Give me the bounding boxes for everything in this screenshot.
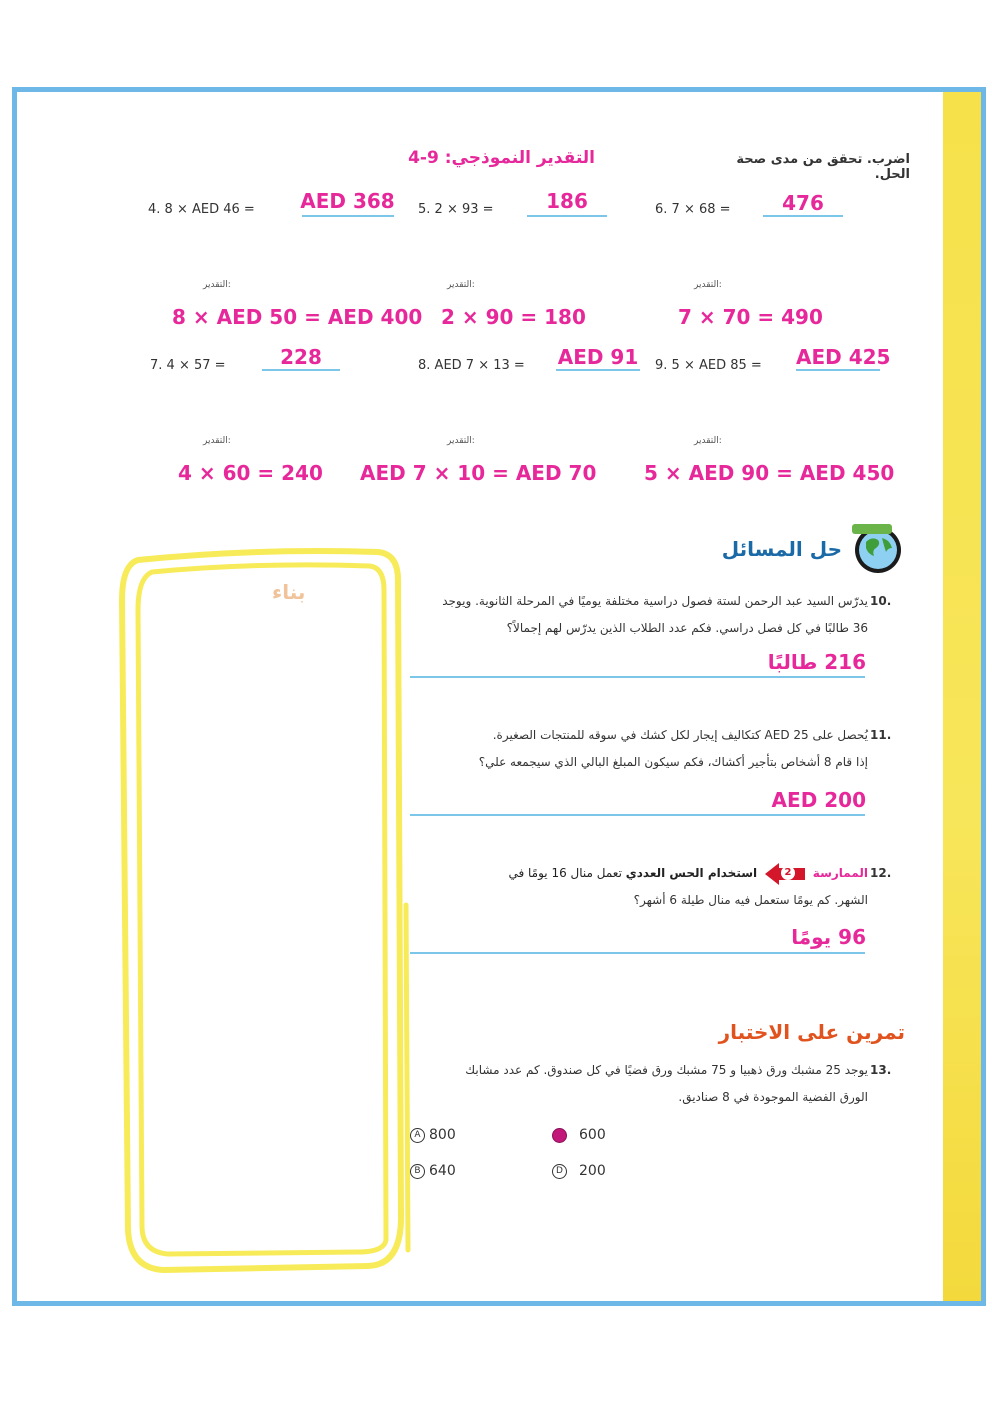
q13-number: 13. [870,1063,892,1077]
answer-6: 476 [782,191,824,215]
estimate-4: 8 × AED 50 = AED 400 [172,305,423,329]
q12-line2: الشهر. كم يومًا ستعمل فيه منال طيلة 6 أشهر؟ [633,893,868,907]
q10-answer-line [410,676,865,678]
side-stripe [943,92,981,1301]
estimate-label: التقدير: [203,436,231,446]
estimate-label: التقدير: [447,436,475,446]
q12-answer: 96 يومًا [791,925,866,949]
exercise-8: 8. AED 7 × 13 = [418,358,525,373]
option-b[interactable] [410,1163,456,1179]
option-a[interactable] [410,1127,456,1143]
q10-text: يدرّس السيد عبد الرحمن لستة فصول دراسية مختلفة يوميًا في المرحلة الثانوية. ويوجد 36 طالبًا في كل فصل دراسي. فكم عدد الطلاب الذين يدرّس لهم إجمالاً؟ [442,594,868,635]
estimate-5: 2 × 90 = 180 [441,305,586,329]
exercise-9: 9. 5 × AED 85 = [655,358,762,373]
option-d-bubble[interactable]: D [552,1164,567,1179]
estimate-label: التقدير: [203,280,231,290]
q11-text: يُحصل على AED 25 كتكاليف إيجار لكل كشك في سوقه للمنتجات الصغيرة. إذا قام 8 أشخاص بتأجير أكشاك، فكم سيكون المبلغ البالي الذي سيجمعه علي؟ [478,728,868,769]
answer-line-4 [302,215,394,217]
estimate-label: التقدير: [694,436,722,446]
answer-line-9 [796,369,880,371]
exercise-7: 7. 4 × 57 = [150,358,226,373]
estimate-label: التقدير: [694,280,722,290]
practice-label: الممارسة [812,866,868,880]
q12-answer-line [410,952,865,954]
estimate-6: 7 × 70 = 490 [678,305,823,329]
instruction-text: اضرب. تحقق من مدى صحة الحل. [736,152,910,182]
problem-solving-title: حل المسائل [721,537,842,561]
q12-line1: الممارسة 2 استخدام الحس العددي تعمل منال 16 يومًا في [430,860,868,887]
option-b-bubble[interactable]: B [410,1164,425,1179]
answer-4: AED 368 [300,189,395,213]
globe-icon [846,520,906,576]
option-c[interactable] [552,1127,606,1143]
answer-line-7 [262,369,340,371]
answer-line-6 [763,215,843,217]
answer-5: 186 [546,189,588,213]
option-a-value: 800 [429,1127,456,1143]
exercise-6: 6. 7 × 68 = [655,202,731,217]
q11-number: 11. [870,728,892,742]
estimate-9: 5 × AED 90 = AED 450 [644,461,895,485]
exercise-5: 5. 2 × 93 = [418,202,494,217]
option-c-bubble-filled[interactable] [552,1128,567,1143]
option-c-value: 600 [579,1127,606,1143]
answer-9: AED 425 [796,345,891,369]
q13-text: يوجد 25 مشبك ورق ذهبيا و 75 مشبك ورق فضيًا في كل صندوق. كم عدد مشابك الورق الفضية الموجودة في 8 صناديق. [465,1063,868,1104]
skill-label: استخدام الحس العددي [625,866,758,880]
answer-line-5 [527,215,607,217]
option-d-value: 200 [579,1163,606,1179]
q12-number: 12. [870,866,892,880]
option-b-value: 640 [429,1163,456,1179]
exercise-4: 4. 8 × AED 46 = [148,202,255,217]
q10-answer: 216 طالبًا [767,650,866,674]
estimate-7: 4 × 60 = 240 [178,461,323,485]
highlight-box [108,540,418,1300]
estimate-label: التقدير: [447,280,475,290]
option-a-bubble[interactable]: A [410,1128,425,1143]
practice-badge: 2 [765,863,805,885]
lesson-title: التقدير النموذجي: 9-4 [408,148,595,168]
q10-number: 10. [870,594,892,608]
sidebar-label: بناء [272,580,306,604]
q11-answer-line [410,814,865,816]
answer-line-8 [556,369,640,371]
option-d[interactable] [552,1163,606,1179]
answer-7: 228 [280,345,322,369]
test-practice-title: تمرين على الاختبار [718,1020,905,1044]
answer-8: AED 91 [557,345,639,369]
estimate-8: AED 7 × 10 = AED 70 [360,461,597,485]
q11-answer: AED 200 [771,788,866,812]
